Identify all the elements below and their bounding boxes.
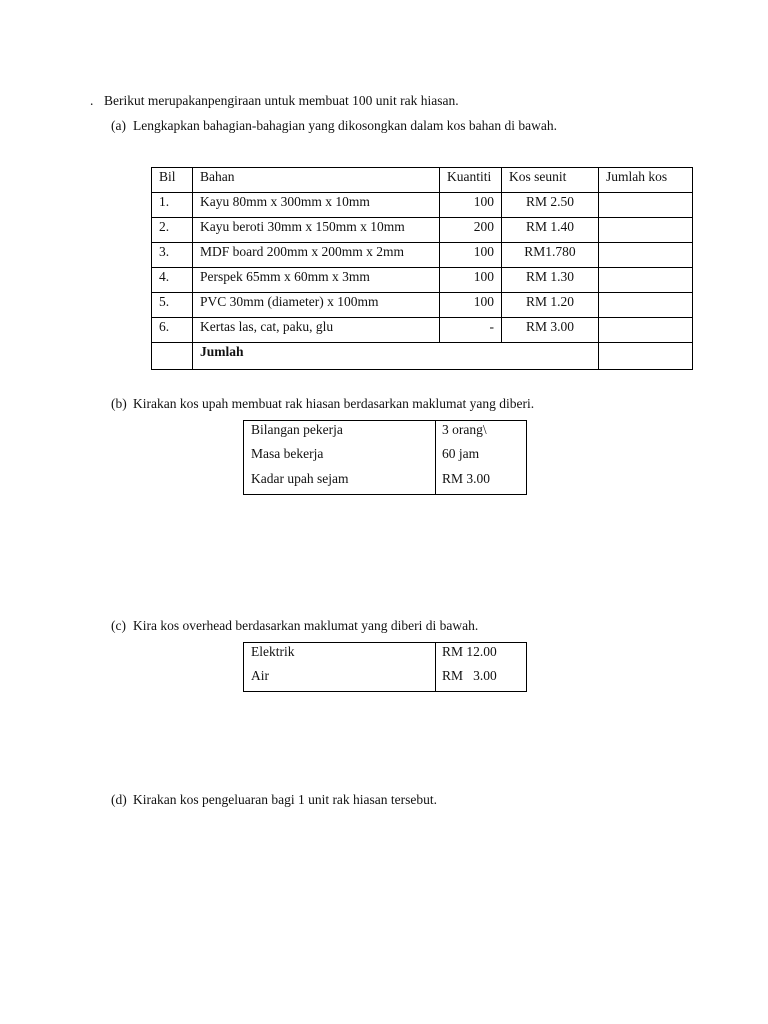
info-value: 60 jam xyxy=(436,445,527,470)
cell-bahan: Kayu 80mm x 300mm x 10mm xyxy=(193,193,440,218)
info-label: Masa bekerja xyxy=(251,445,324,461)
cell-bil: 6. xyxy=(152,318,193,343)
material-cost-table xyxy=(151,167,693,370)
cell-bil: 2. xyxy=(152,218,193,243)
cell-bahan: PVC 30mm (diameter) x 100mm xyxy=(193,293,440,318)
header-bahan: Bahan xyxy=(193,168,440,193)
table-row xyxy=(152,318,693,343)
header-kuantiti: Kuantiti xyxy=(440,168,502,193)
cell-jumlah-kos-blank xyxy=(599,218,693,243)
cell-bil: 4. xyxy=(152,268,193,293)
cell-bahan: Kayu beroti 30mm x 150mm x 10mm xyxy=(193,218,440,243)
table-row xyxy=(152,243,693,268)
part-b-label: (b) xyxy=(111,396,127,411)
info-row xyxy=(244,421,527,445)
table-header-row xyxy=(152,168,693,193)
cell-kuantiti: 100 xyxy=(440,268,502,293)
info-row xyxy=(244,643,527,667)
cell-kos-seunit: RM 2.50 xyxy=(502,193,599,218)
table-row xyxy=(152,218,693,243)
table-row xyxy=(152,193,693,218)
part-d-instruction: Kirakan kos pengeluaran bagi 1 unit rak hiasan tersebut. xyxy=(133,792,438,807)
table-row xyxy=(152,293,693,318)
info-label: Elektrik xyxy=(251,644,295,659)
intro-marker: . xyxy=(90,93,94,108)
header-jumlah-kos: Jumlah kos xyxy=(599,168,693,193)
part-c-instruction: Kira kos overhead berdasarkan maklumat yang diberi di bawah. xyxy=(133,618,479,633)
cell-kos-seunit: RM 3.00 xyxy=(502,318,599,343)
part-b-instruction: Kirakan kos upah membuat rak hiasan berdasarkan maklumat yang diberi. xyxy=(133,396,535,411)
cell-kos-seunit: RM 1.40 xyxy=(502,218,599,243)
total-amount-blank xyxy=(599,343,693,370)
part-d-label: (d) xyxy=(111,792,127,807)
part-c-label: (c) xyxy=(111,618,126,633)
cell-jumlah-kos-blank xyxy=(599,293,693,318)
cell-bil: 3. xyxy=(152,243,193,268)
cell-jumlah-kos-blank xyxy=(599,268,693,293)
info-value: RM 3.00 xyxy=(436,667,527,692)
overhead-info-table xyxy=(243,642,527,692)
cell-kos-seunit: RM 1.30 xyxy=(502,268,599,293)
info-row xyxy=(244,667,527,692)
total-row xyxy=(152,343,693,370)
info-row xyxy=(244,445,527,470)
cell-bil: 5. xyxy=(152,293,193,318)
info-value: RM 3.00 xyxy=(436,470,527,495)
table-row xyxy=(152,268,693,293)
total-label: Jumlah xyxy=(193,343,599,370)
cell-kuantiti: 200 xyxy=(440,218,502,243)
cell-kos-seunit: RM1.780 xyxy=(502,243,599,268)
info-label: Kadar upah sejam xyxy=(251,470,349,486)
info-label: Air xyxy=(251,667,269,683)
info-value: 3 orang\ xyxy=(436,421,527,445)
cell-jumlah-kos-blank xyxy=(599,243,693,268)
cell-kuantiti: 100 xyxy=(440,293,502,318)
cell-jumlah-kos-blank xyxy=(599,318,693,343)
cell-kos-seunit: RM 1.20 xyxy=(502,293,599,318)
cell-bahan: Perspek 65mm x 60mm x 3mm xyxy=(193,268,440,293)
info-value: RM 12.00 xyxy=(436,643,527,667)
header-kos-seunit: Kos seunit xyxy=(502,168,599,193)
cell-bil: 1. xyxy=(152,193,193,218)
cell-jumlah-kos-blank xyxy=(599,193,693,218)
cell-kuantiti: 100 xyxy=(440,193,502,218)
info-label: Bilangan pekerja xyxy=(251,422,343,437)
labour-info-table xyxy=(243,420,527,495)
cell-bahan: MDF board 200mm x 200mm x 2mm xyxy=(193,243,440,268)
cell-kuantiti: 100 xyxy=(440,243,502,268)
header-bil: Bil xyxy=(152,168,193,193)
cell-bahan: Kertas las, cat, paku, glu xyxy=(193,318,440,343)
cell-kuantiti: - xyxy=(440,318,502,343)
part-a-label: (a) xyxy=(111,118,126,133)
total-bil-blank xyxy=(152,343,193,370)
info-row xyxy=(244,470,527,495)
part-a-instruction: Lengkapkan bahagian-bahagian yang dikosongkan dalam kos bahan di bawah. xyxy=(133,118,557,133)
intro-text: Berikut merupakanpengiraan untuk membuat 100 unit rak hiasan. xyxy=(104,93,459,108)
